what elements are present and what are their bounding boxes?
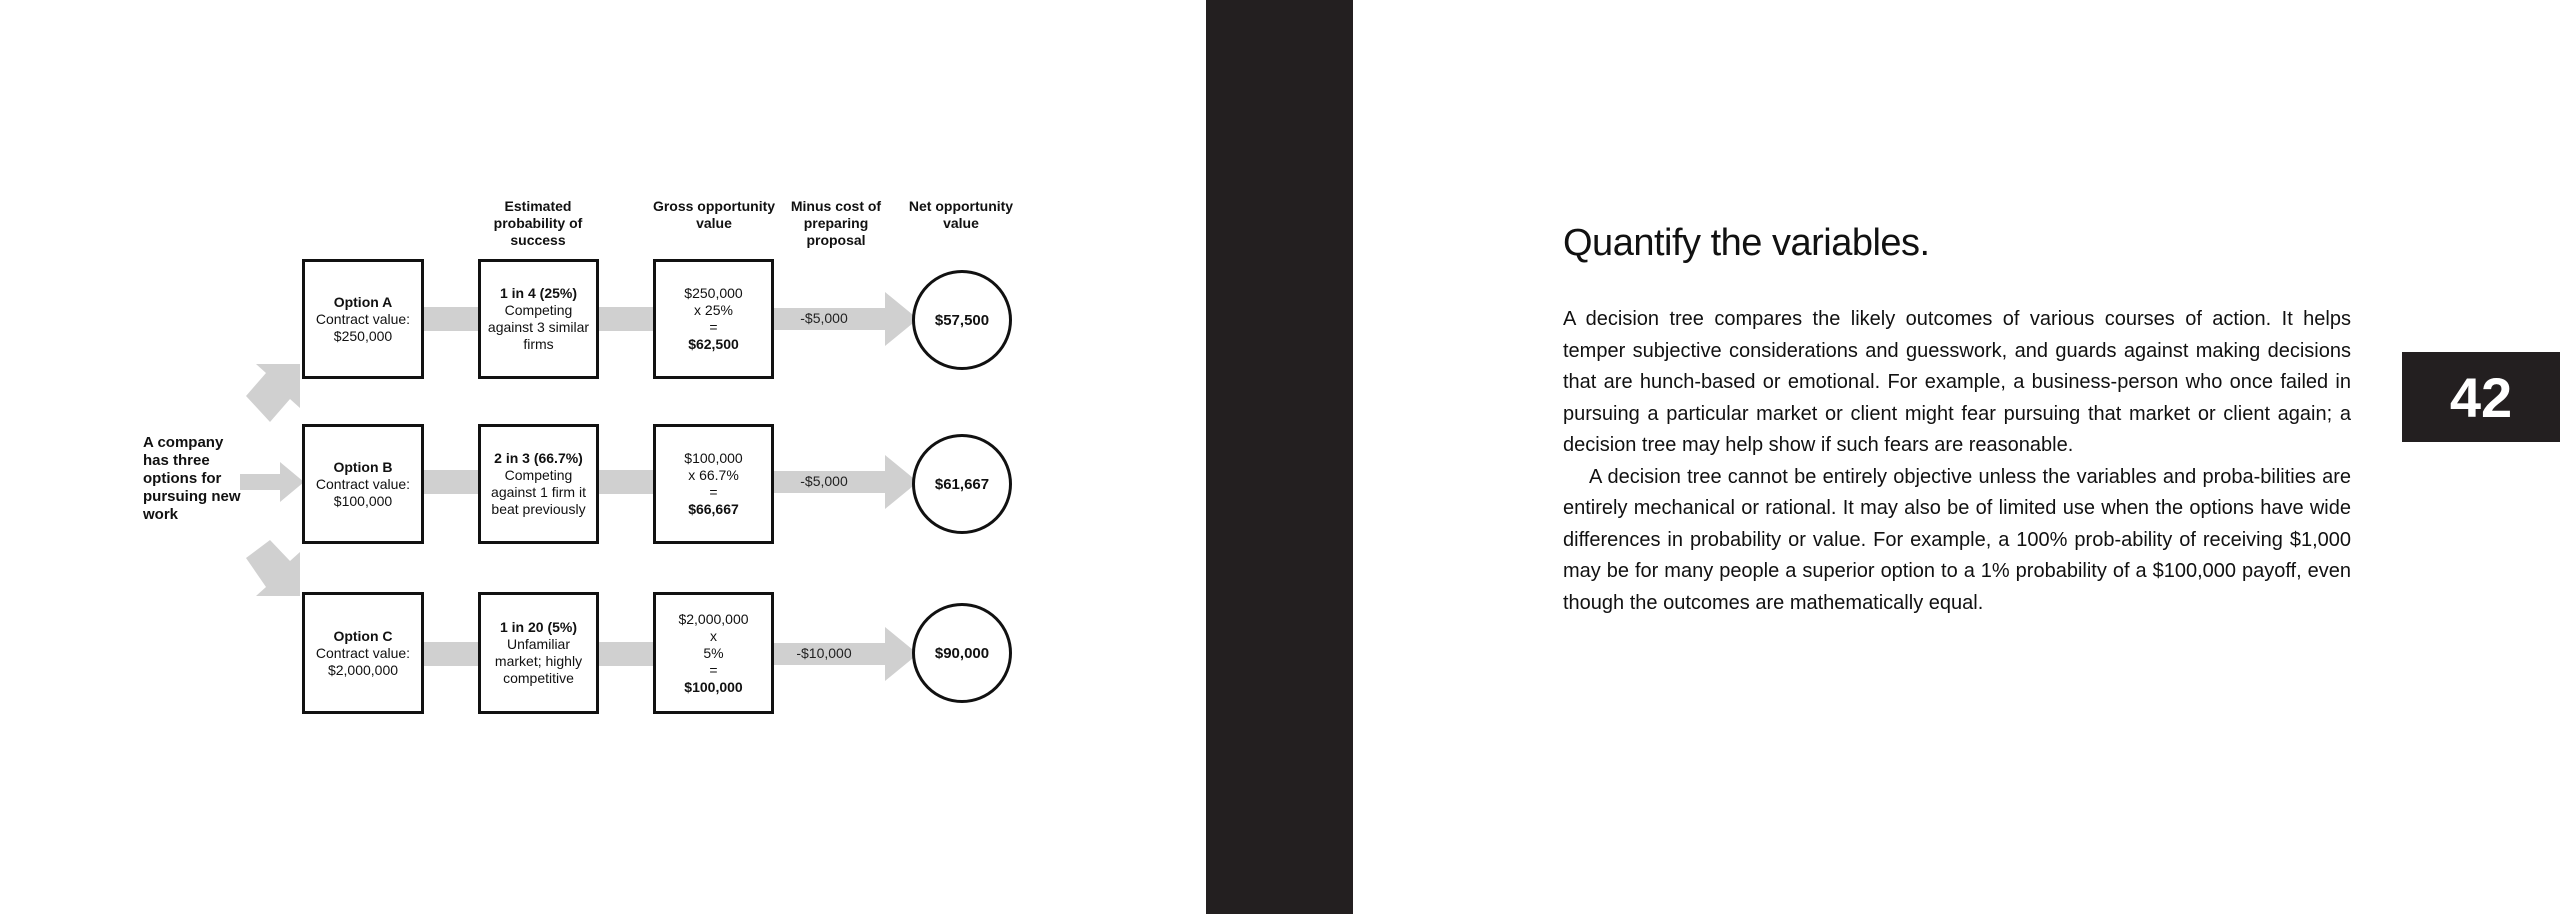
probability-title: 1 in 20 (5%) <box>499 619 578 635</box>
gross-result: $62,500 <box>688 336 739 352</box>
option-a-net: $57,500 <box>912 270 1012 370</box>
option-b-probability-box <box>478 424 599 544</box>
gross-equals: = <box>709 319 718 335</box>
gross-rate: 5% <box>703 644 724 661</box>
contract-label: Contract value: <box>315 644 411 661</box>
page-number-tab: 42 <box>2402 352 2560 442</box>
probability-title: 2 in 3 (66.7%) <box>494 450 583 466</box>
probability-note: Unfamiliar market; highly competitive <box>494 636 583 686</box>
contract-label: Contract value: <box>315 310 411 327</box>
gross-equals: = <box>709 484 718 500</box>
body-text <box>1563 304 2351 619</box>
connector-a2 <box>598 307 654 331</box>
paragraph-1: A decision tree compares the likely outcomes of various courses of action. It helps temper subjective considerations and guesswork, and guards against making decisions that are hunch-based or emotional. For example, a business-person who once failed in pursuing a particular market or client might fear pursuing that market or client again; a decision tree may help show if such fears are reasonable. <box>1563 308 2351 456</box>
contract-value: $2,000,000 <box>327 661 399 678</box>
connector-c1 <box>423 642 479 666</box>
option-c-probability-box <box>478 592 599 714</box>
contract-value: $100,000 <box>333 492 393 509</box>
header-gross: Gross opportunity value <box>652 198 776 231</box>
arrow-to-option-a <box>246 364 300 422</box>
header-probability: Estimated probability of success <box>493 198 583 248</box>
gross-amount: $2,000,000 <box>678 610 749 627</box>
connector-b1 <box>423 470 479 494</box>
option-c-cost: -$10,000 <box>796 645 852 661</box>
option-b-net: $61,667 <box>912 434 1012 534</box>
option-a-probability-box <box>478 259 599 379</box>
probability-note: Competing against 3 similar firms <box>487 302 590 352</box>
contract-value: $250,000 <box>333 327 393 344</box>
connector-c2 <box>598 642 654 666</box>
decision-tree-diagram <box>0 0 1206 914</box>
gross-amount: $250,000 <box>684 285 743 301</box>
gross-multiplier: x 25% <box>694 302 733 318</box>
gross-result: $66,667 <box>688 501 739 517</box>
option-c-net: $90,000 <box>912 603 1012 703</box>
option-b-box <box>302 424 424 544</box>
gross-multiplier: x <box>710 627 717 644</box>
option-a-cost: -$5,000 <box>800 310 848 326</box>
option-b-gross-box <box>653 424 774 544</box>
arrow-to-option-c <box>246 540 300 596</box>
option-c-gross-box <box>653 592 774 714</box>
option-c-box <box>302 592 424 714</box>
diagram-intro: A company has three options for pursuing new work <box>143 434 241 523</box>
gross-multiplier: x 66.7% <box>688 467 739 483</box>
option-a-gross-box <box>653 259 774 379</box>
contract-label: Contract value: <box>315 475 411 492</box>
page-title: Quantify the variables. <box>1563 222 1930 264</box>
option-name: Option C <box>333 627 393 644</box>
option-b-cost: -$5,000 <box>800 473 848 489</box>
paragraph-2: A decision tree cannot be entirely objective unless the variables and proba-bilities are entirely mechanical or rational. It may also be of limited use when the options have wide differences in probability or value. For example, a 100% prob-ability of receiving $1,000 may be for many people a superior option to a 1% probability of a $100,000 payoff, even though the outcomes are mathematically equal. <box>1563 465 2351 614</box>
connector-b2 <box>598 470 654 494</box>
option-a-box <box>302 259 424 379</box>
gross-result: $100,000 <box>684 678 743 695</box>
header-minus-cost: Minus cost of preparing proposal <box>790 198 882 248</box>
gross-amount: $100,000 <box>684 450 743 466</box>
connector-a1 <box>423 307 479 331</box>
option-name: Option A <box>333 293 393 310</box>
book-spine <box>1206 0 1353 914</box>
option-name: Option B <box>333 458 393 475</box>
probability-note: Competing against 1 firm it beat previously <box>491 467 586 517</box>
header-net: Net opportunity value <box>908 198 1014 231</box>
probability-title: 1 in 4 (25%) <box>499 285 578 301</box>
gross-equals: = <box>709 661 718 678</box>
